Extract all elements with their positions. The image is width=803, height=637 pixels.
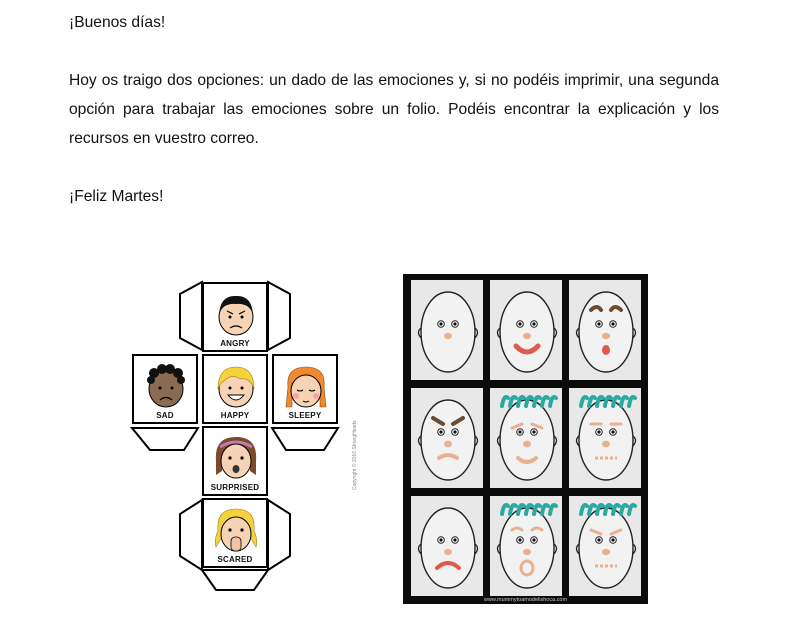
photo-watermark: www.mummytoamodelishoca.com bbox=[483, 597, 568, 603]
dice-bottom-tab bbox=[128, 278, 362, 602]
closing-text: ¡Feliz Martes! bbox=[69, 188, 164, 205]
photo-face-worried bbox=[490, 388, 562, 488]
playdough-faces-photo bbox=[403, 274, 648, 604]
face-label: SCARED bbox=[217, 555, 253, 564]
greeting-text: ¡Buenos días! bbox=[69, 14, 166, 31]
face-label: SLEEPY bbox=[288, 411, 322, 420]
face-label: SURPRISED bbox=[210, 483, 260, 492]
photo-face-happy bbox=[490, 280, 562, 380]
dice-copyright: Copyright © 2016 StrongHeads bbox=[352, 420, 358, 490]
photo-face-sad bbox=[411, 496, 483, 596]
photo-face-angry bbox=[411, 388, 483, 488]
photo-face-shocked bbox=[490, 496, 562, 596]
photo-face-neutral-teal bbox=[569, 388, 641, 488]
photo-face-neutral bbox=[411, 280, 483, 380]
photo-face-surprised bbox=[569, 280, 641, 380]
face-label: SAD bbox=[156, 411, 174, 420]
body-paragraph: Hoy os traigo dos opciones: un dado de las emociones y, si no podéis imprimir, una segunda opción para trabajar las emociones sobre un folio. Podéis encontrar la explicación y los recursos en vuestro correo. bbox=[69, 72, 719, 147]
face-label: HAPPY bbox=[220, 411, 250, 420]
emotion-dice-net bbox=[128, 278, 362, 602]
photo-face-grumpy bbox=[569, 496, 641, 596]
face-label: ANGRY bbox=[220, 339, 250, 348]
